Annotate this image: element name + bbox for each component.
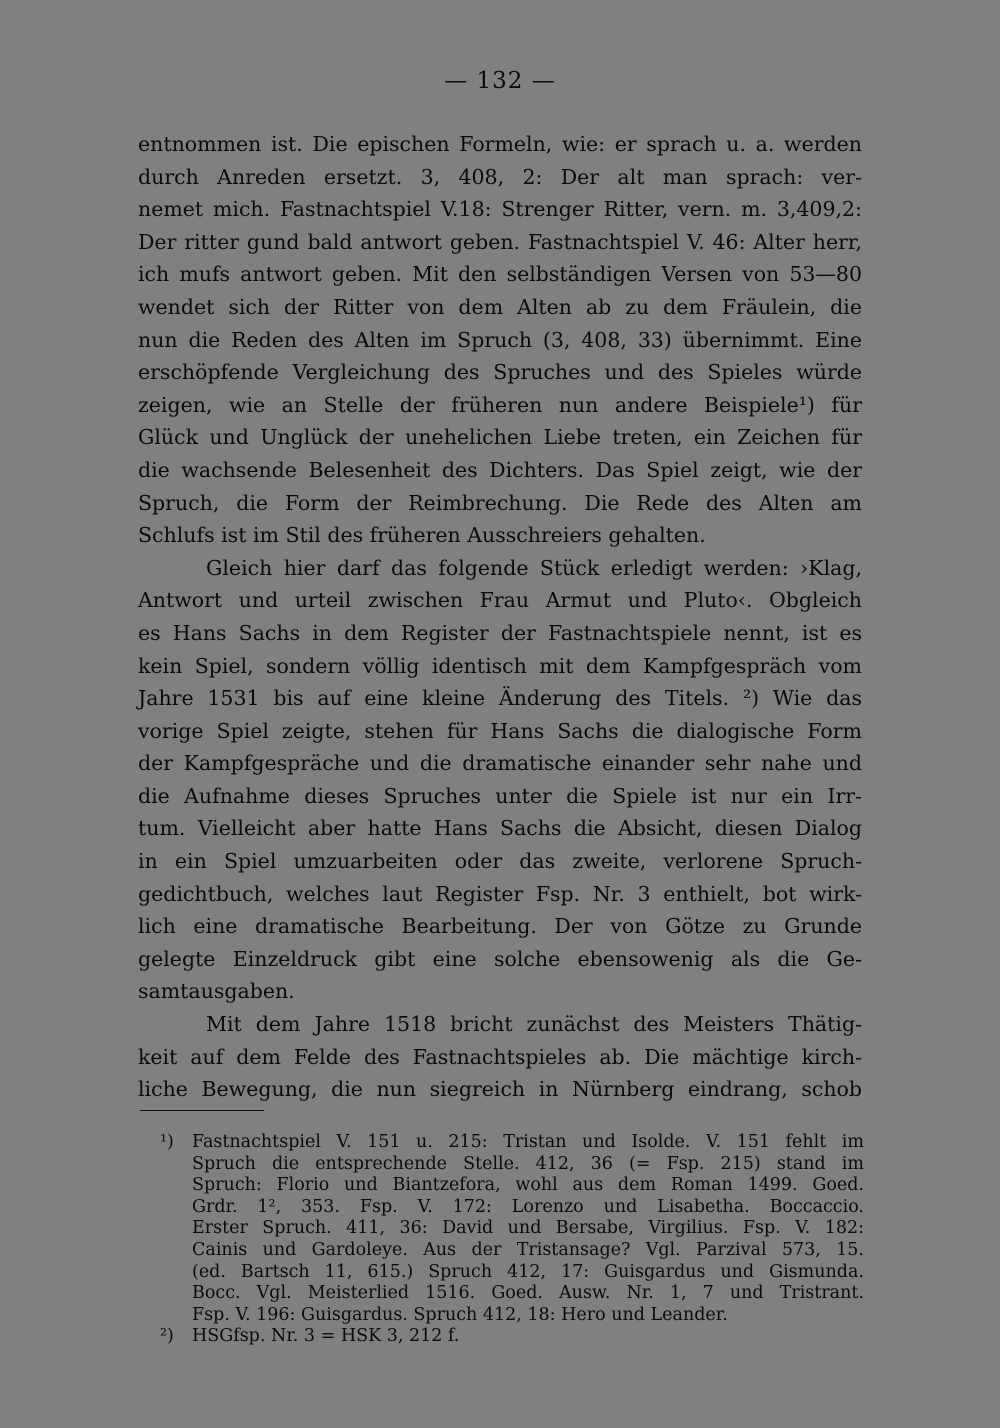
text-line: in ein Spiel umzuarbeiten oder das zweite, verlorene Spruch- — [138, 849, 862, 874]
text-line: es Hans Sachs in dem Register der Fastnachtspiele nennt, ist es — [138, 620, 862, 645]
footnotes — [160, 1132, 864, 1348]
text-line: ich mufs antwort geben. Mit den selbständigen Versen von 53—80 — [138, 262, 862, 287]
body-text — [138, 128, 862, 1106]
footnote-1-line: Spruch: Florio und Biantzefora, wohl aus dem Roman 1499. Goed. — [192, 1175, 864, 1196]
footnote-1-line: Bocc. Vgl. Meisterlied 1516. Goed. Ausw. Nr. 1, 7 und Tristrant. — [192, 1283, 864, 1304]
text-line: der Kampfgespräche und die dramatische einander sehr nahe und — [138, 751, 862, 776]
text-line: zeigen, wie an Stelle der früheren nun andere Beispiele¹) für — [138, 392, 862, 417]
footnote-1-line: Cainis und Gardoleye. Aus der Tristansage? Vgl. Parzival 573, 15. — [192, 1239, 864, 1260]
footnote-1-line: Fsp. V. 196: Guisgardus. Spruch 412, 18: Hero und Leander. — [192, 1304, 728, 1325]
text-line: Mit dem Jahre 1518 bricht zunächst des Meisters Thätig- — [206, 1012, 862, 1037]
footnote-1-line: Spruch die entsprechende Stelle. 412, 36 (= Fsp. 215) stand im — [192, 1153, 864, 1174]
footnote-1-line: (ed. Bartsch 11, 615.) Spruch 412, 17: Guisgardus und Gismunda. — [192, 1261, 864, 1282]
text-line: entnommen ist. Die epischen Formeln, wie: er sprach u. a. werden — [138, 132, 862, 156]
text-line: Glück und Unglück der unehelichen Liebe treten, ein Zeichen für — [138, 425, 862, 450]
footnote-1-mark: ¹) — [160, 1132, 174, 1152]
text-line: keit auf dem Felde des Fastnachtspieles ab. Die mächtige kirch- — [138, 1044, 862, 1069]
text-line: samtausgaben. — [138, 979, 295, 1004]
text-line: Schlufs ist im Stil des früheren Ausschreiers gehalten. — [138, 523, 706, 548]
text-line: wendet sich der Ritter von dem Alten ab zu dem Fräulein, die — [138, 294, 862, 319]
text-line: Spruch, die Form der Reimbrechung. Die Rede des Alten am — [138, 490, 862, 515]
text-line: gedichtbuch, welches laut Register Fsp. Nr. 3 enthielt, bot wirk- — [138, 881, 862, 906]
footnote-2-mark: ²) — [160, 1326, 174, 1347]
footnote-1-line: ¹) Fastnachtspiel V. 151 u. 215: Tristan und Isolde. V. 151 fehlt im — [160, 1132, 864, 1152]
footnote-2-line: ²) HSGfsp. Nr. 3 = HSK 3, 212 f. — [160, 1326, 460, 1347]
text-line: erschöpfende Vergleichung des Spruches und des Spieles würde — [138, 360, 862, 385]
footnote-separator — [140, 1110, 264, 1111]
text-line: liche Bewegung, die nun siegreich in Nürnberg eindrang, schob — [138, 1077, 862, 1102]
text-line: nemet mich. Fastnachtspiel V.18: Strenger Ritter, vern. m. 3,409,2: — [138, 197, 862, 222]
text-line: vorige Spiel zeigte, stehen für Hans Sachs die dialogische Form — [138, 718, 862, 743]
text-line: durch Anreden ersetzt. 3, 408, 2: Der alt man sprach: ver- — [138, 164, 862, 189]
footnote-1-line: Erster Spruch. 411, 36: David und Bersabe, Virgilius. Fsp. V. 182: — [192, 1218, 864, 1239]
text-line: Antwort und urteil zwischen Frau Armut und Pluto‹. Obgleich — [138, 588, 862, 613]
text-line: nun die Reden des Alten im Spruch (3, 408, 33) übernimmt. Eine — [138, 327, 862, 352]
footnote-1-line: Grdr. 1², 353. Fsp. V. 172: Lorenzo und Lisabetha. Boccaccio. — [192, 1196, 864, 1217]
text-line: Jahre 1531 bis auf eine kleine Änderung des Titels. ²) Wie das — [138, 686, 862, 711]
text-line: die Aufnahme dieses Spruches unter die Spiele ist nur ein Irr- — [138, 783, 862, 808]
text-line: Der ritter gund bald antwort geben. Fastnachtspiel V. 46: Alter herr, — [138, 229, 862, 254]
text-line: Gleich hier darf das folgende Stück erledigt werden: ›Klag, — [206, 555, 862, 580]
text-line: gelegte Einzeldruck gibt eine solche ebensowenig als die Ge- — [138, 946, 862, 971]
text-line: tum. Vielleicht aber hatte Hans Sachs die Absicht, diesen Dialog — [138, 816, 862, 841]
text-line: lich eine dramatische Bearbeitung. Der von Götze zu Grunde — [138, 914, 862, 939]
page-number: — 132 — — [444, 68, 556, 94]
text-line: die wachsende Belesenheit des Dichters. Das Spiel zeigt, wie der — [138, 457, 862, 482]
text-line: kein Spiel, sondern völlig identisch mit dem Kampfgespräch vom — [138, 653, 862, 678]
